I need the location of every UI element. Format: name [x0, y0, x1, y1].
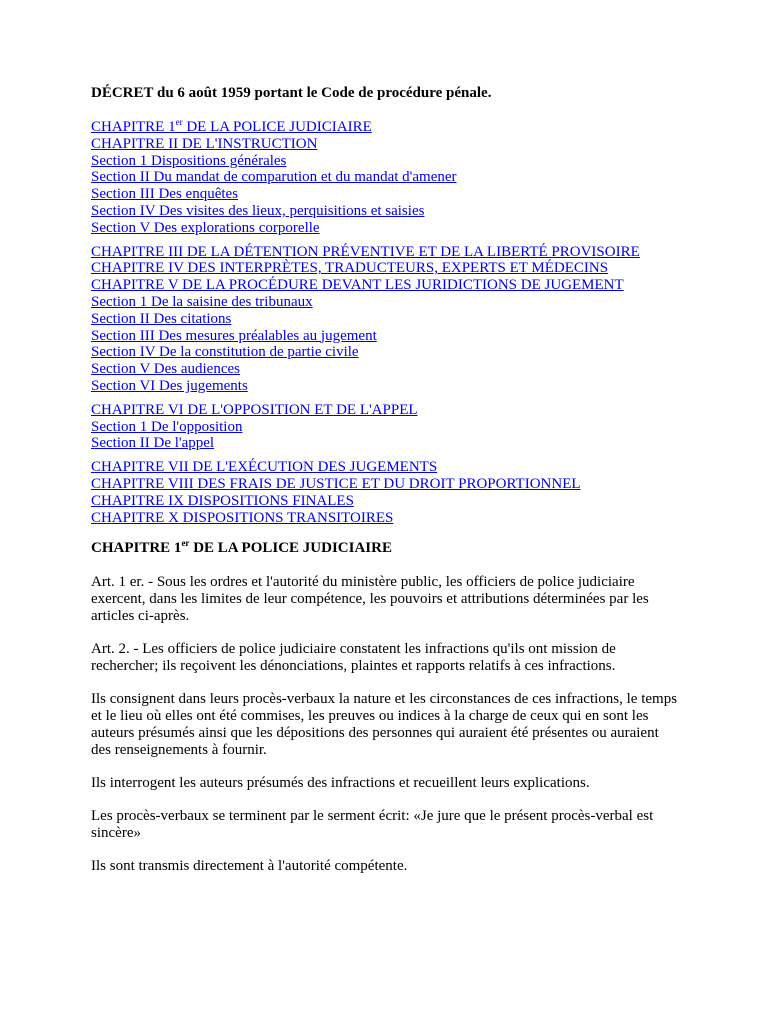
toc-link-section[interactable]: Section II Des citations: [91, 310, 232, 327]
toc-link-chapitre-7[interactable]: CHAPITRE VII DE L'EXÉCUTION DES JUGEMENTS: [91, 459, 438, 476]
paragraph: Ils sont transmis directement à l'autorité compétente.: [91, 858, 408, 874]
toc-link-chapitre-1-prefix: CHAPITRE 1: [91, 119, 176, 135]
paragraph-art-2: Art. 2. - Les officiers de police judiciaire constatent les infractions qu'ils ont mission de rechercher; ils reçoivent les dénonciations, plaintes et rapports relatifs à ces infractions.: [91, 641, 616, 674]
paragraph: Les procès-verbaux se terminent par le serment écrit: «Je jure que le présent procès-verbal est sincère»: [91, 808, 654, 841]
section-heading-prefix: CHAPITRE 1: [91, 540, 182, 556]
toc-link-section[interactable]: Section V Des explorations corporelle: [91, 219, 320, 236]
toc-link-section[interactable]: Section 1 De la saisine des tribunaux: [91, 293, 313, 310]
paragraph: Ils consignent dans leurs procès-verbaux la nature et les circonstances de ces infractions, le temps et le lieu où elles ont été commises, les preuves ou indices à la charge de ceux qui en sont les auteurs présumés ainsi que les dépositions des personnes qui auraient été présentes ou auraient des renseignements à fournir.: [91, 691, 678, 758]
toc-link-section[interactable]: Section III Des enquêtes: [91, 186, 239, 203]
toc-link-chapitre-8[interactable]: CHAPITRE VIII DES FRAIS DE JUSTICE ET DU DROIT PROPORTIONNEL: [91, 475, 581, 492]
document-title: DÉCRET du 6 août 1959 portant le Code de procédure pénale.: [91, 85, 492, 101]
toc-group-4: [91, 459, 691, 526]
toc-link-chapitre-1-sup: er: [175, 117, 183, 127]
toc-group-3: [91, 402, 691, 452]
section-heading: [91, 540, 392, 557]
toc-link-section[interactable]: Section V Des audiences: [91, 361, 240, 378]
toc-link-section[interactable]: Section II De l'appel: [91, 435, 215, 452]
toc-link-section[interactable]: Section 1 Dispositions générales: [91, 152, 287, 169]
toc-group-1: [91, 119, 691, 237]
toc-link-section[interactable]: Section IV De la constitution de partie civile: [91, 344, 359, 361]
section-heading-rest: DE LA POLICE JUDICIAIRE: [189, 540, 392, 556]
toc-link-chapitre-3[interactable]: CHAPITRE III DE LA DÉTENTION PRÉVENTIVE ET DE LA LIBERTÉ PROVISOIRE: [91, 243, 640, 260]
paragraph: Ils interrogent les auteurs présumés des infractions et recueillent leurs explications.: [91, 775, 590, 791]
toc-link-chapitre-10[interactable]: CHAPITRE X DISPOSITIONS TRANSITOIRES: [91, 509, 394, 526]
toc-link-chapitre-2[interactable]: CHAPITRE II DE L'INSTRUCTION: [91, 135, 318, 152]
toc-link-chapitre-1-rest: DE LA POLICE JUDICIAIRE: [182, 119, 372, 135]
paragraph-art-1: Art. 1 er. - Sous les ordres et l'autorité du ministère public, les officiers de police judiciaire exercent, dans les limites de leur compétence, les pouvoirs et attributions déterminées par les articles ci-après.: [91, 574, 649, 624]
toc-link-chapitre-9[interactable]: CHAPITRE IX DISPOSITIONS FINALES: [91, 492, 354, 509]
table-of-contents: [91, 119, 691, 533]
toc-group-2: [91, 244, 691, 395]
toc-link-section[interactable]: Section IV Des visites des lieux, perquisitions et saisies: [91, 202, 425, 219]
toc-link-section[interactable]: Section III Des mesures préalables au jugement: [91, 327, 377, 344]
toc-link-chapitre-1[interactable]: [91, 119, 691, 136]
toc-link-section[interactable]: Section 1 De l'opposition: [91, 418, 243, 435]
toc-link-chapitre-5[interactable]: CHAPITRE V DE LA PROCÉDURE DEVANT LES JURIDICTIONS DE JUGEMENT: [91, 277, 624, 294]
toc-link-chapitre-6[interactable]: CHAPITRE VI DE L'OPPOSITION ET DE L'APPEL: [91, 401, 418, 418]
section-heading-sup: er: [181, 538, 190, 548]
toc-link-section[interactable]: Section VI Des jugements: [91, 377, 248, 394]
toc-link-section[interactable]: Section II Du mandat de comparution et du mandat d'amener: [91, 169, 457, 186]
body-text: [91, 574, 681, 891]
toc-link-chapitre-4[interactable]: CHAPITRE IV DES INTERPRÈTES, TRADUCTEURS, EXPERTS ET MÉDECINS: [91, 260, 609, 277]
